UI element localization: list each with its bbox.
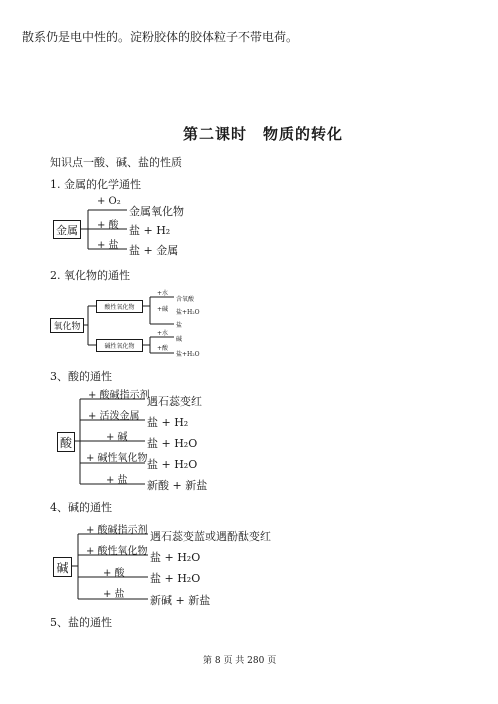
base-branch-label: + 酸性氧化物 (86, 546, 148, 557)
base-branch-result: 遇石蕊变蓝或遇酚酞变红 (150, 530, 271, 543)
base-branch-label: + 酸 (103, 568, 125, 579)
base-branch-label: + 盐 (103, 589, 125, 600)
metal-branch-result: 金属氧化物 (129, 205, 184, 218)
acid-branch-label: + 酸碱指示剂 (88, 390, 150, 401)
intro-line: 散系仍是电中性的。淀粉胶体的胶体粒子不带电荷。 (22, 30, 299, 44)
page-footer: 第 8 页 共 280 页 (203, 656, 277, 666)
base-branch-result: 新碱 + 新盐 (150, 594, 211, 607)
base-branch-result: 盐 + H₂O (150, 572, 201, 585)
oxide-branch-result: 盐+H₂O (176, 351, 200, 358)
knowledge-heading: 知识点一酸、碱、盐的性质 (50, 156, 182, 169)
basic-oxide-box: 碱性氧化物 (96, 339, 143, 352)
acid-branch-result: 盐 + H₂O (147, 437, 198, 450)
acid-branch-result: 新酸 + 新盐 (147, 479, 208, 492)
acid-branch-label: + 碱性氧化物 (86, 453, 148, 464)
acid-branch-label: + 活泼金属 (88, 411, 140, 422)
page-title: 第二课时 物质的转化 (183, 125, 344, 143)
acid-branch-result: 盐 + H₂ (147, 416, 189, 429)
acid-branch-result: 盐 + H₂O (147, 458, 198, 471)
oxide-branch-label: +水 (157, 290, 169, 297)
base-root-box: 碱 (53, 557, 72, 577)
oxide-shared-result: 盐 (176, 322, 183, 329)
metal-root-box: 金属 (53, 220, 81, 239)
oxide-branch-result: 盐+H₂O (176, 309, 200, 316)
metal-branch-label: + 盐 (97, 240, 119, 251)
oxide-root-box: 氧化物 (50, 318, 84, 333)
metal-branch-result: 盐 + 金属 (129, 244, 179, 257)
oxide-branch-label: +碱 (157, 306, 169, 313)
metal-branch-result: 盐 + H₂ (129, 224, 171, 237)
oxide-branch-label: +酸 (157, 345, 169, 352)
base-branch-result: 盐 + H₂O (150, 551, 201, 564)
acid-branch-label: + 盐 (106, 475, 128, 486)
acid-heading: 3、酸的通性 (50, 370, 112, 383)
acid-root-box: 酸 (57, 432, 75, 452)
oxide-branch-result: 碱 (176, 336, 183, 343)
oxide-branch-result: 含氧酸 (176, 296, 195, 303)
base-branch-label: + 酸碱指示剂 (86, 525, 148, 536)
oxide-heading: 2. 氧化物的通性 (50, 269, 130, 282)
salt-heading: 5、盐的通性 (50, 616, 112, 629)
metal-branch-label: + 酸 (97, 220, 119, 231)
metal-heading: 1. 金属的化学通性 (50, 178, 141, 191)
acid-branch-label: + 碱 (106, 432, 128, 443)
acid-branch-result: 遇石蕊变红 (147, 395, 202, 408)
oxide-branch-label: +水 (157, 330, 169, 337)
metal-branch-label: + O₂ (97, 196, 121, 207)
acidic-oxide-box: 酸性氧化物 (96, 300, 143, 313)
base-heading: 4、碱的通性 (50, 501, 112, 514)
